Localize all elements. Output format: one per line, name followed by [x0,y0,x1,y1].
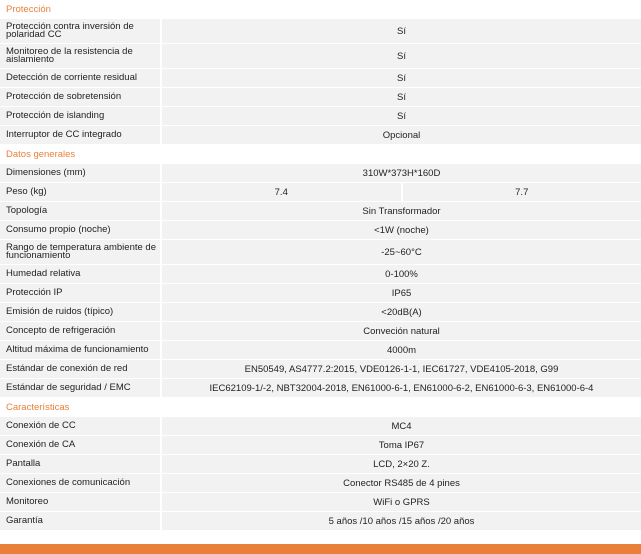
table-row [0,202,641,221]
row-value: <20dB(A) [162,303,641,321]
row-value: Sí [162,44,641,68]
table-row [0,88,641,107]
row-label: Estándar de seguridad / EMC [0,379,160,397]
table-row [0,69,641,88]
row-value: Toma IP67 [162,436,641,454]
row-label: Topología [0,202,160,220]
row-value: Sí [162,19,641,43]
row-value: Conector RS485 de 4 pines [162,474,641,492]
row-label: Protección de sobretensión [0,88,160,106]
table-row [0,493,641,512]
table-row [0,512,641,531]
row-label: Interruptor de CC integrado [0,126,160,144]
table-row [0,221,641,240]
row-value: IEC62109-1/-2, NBT32004-2018, EN61000-6-1, EN61000-6-2, EN61000-6-3, EN61000-6-4 [162,379,641,397]
row-label: Humedad relativa [0,265,160,283]
table-row [0,455,641,474]
row-label: Detección de corriente residual [0,69,160,87]
row-label: Conexión de CA [0,436,160,454]
table-row [0,379,641,398]
row-value: Sin Transformador [162,202,641,220]
row-value: Conveción natural [162,322,641,340]
row-label: Emisión de ruidos (típico) [0,303,160,321]
row-label: Conexiones de comunicación [0,474,160,492]
table-row [0,322,641,341]
row-value: EN50549, AS4777.2:2015, VDE0126-1-1, IEC61727, VDE4105-2018, G99 [162,360,641,378]
row-label: Peso (kg) [0,183,160,201]
row-value: LCD, 2×20 Z. [162,455,641,473]
table-row [0,265,641,284]
row-value: 5 años /10 años /15 años /20 años [162,512,641,530]
table-row [0,360,641,379]
section-heading-caracteristicas: Características [0,398,641,417]
row-value: Sí [162,88,641,106]
row-value-a: 7.4 [162,183,401,201]
row-value: 310W*373H*160D [162,164,641,182]
row-label: Garantía [0,512,160,530]
row-value-split [160,183,641,201]
section-heading-datos-generales: Datos generales [0,145,641,164]
table-row [0,164,641,183]
row-label: Consumo propio (noche) [0,221,160,239]
row-label: Protección de islanding [0,107,160,125]
row-value: 4000m [162,341,641,359]
table-row [0,436,641,455]
row-value: MC4 [162,417,641,435]
row-value: WiFi o GPRS [162,493,641,511]
row-value: <1W (noche) [162,221,641,239]
row-value: Opcional [162,126,641,144]
row-label: Conexión de CC [0,417,160,435]
row-value: Sí [162,107,641,125]
table-row [0,474,641,493]
row-label: Estándar de conexión de red [0,360,160,378]
table-row [0,303,641,322]
row-label: Rango de temperatura ambiente de funcionamiento [0,240,160,264]
footer-accent-bar [0,544,641,554]
section-heading-proteccion: Protección [0,0,641,19]
row-label: Protección contra inversión de polaridad CC [0,19,160,43]
row-label: Dimensiones (mm) [0,164,160,182]
row-label: Concepto de refrigeración [0,322,160,340]
row-label: Monitoreo [0,493,160,511]
row-label: Altitud máxima de funcionamiento [0,341,160,359]
table-row [0,183,641,202]
table-row [0,126,641,145]
row-value: -25~60°C [162,240,641,264]
row-label: Monitoreo de la resistencia de aislamiento [0,44,160,68]
table-row [0,284,641,303]
row-value-b: 7.7 [403,183,641,201]
row-label: Pantalla [0,455,160,473]
row-value: IP65 [162,284,641,302]
table-row [0,44,641,69]
row-label: Protección IP [0,284,160,302]
table-row [0,19,641,44]
table-row [0,240,641,265]
table-row [0,341,641,360]
row-value: 0-100% [162,265,641,283]
table-row [0,417,641,436]
table-row [0,107,641,126]
row-value: Sí [162,69,641,87]
